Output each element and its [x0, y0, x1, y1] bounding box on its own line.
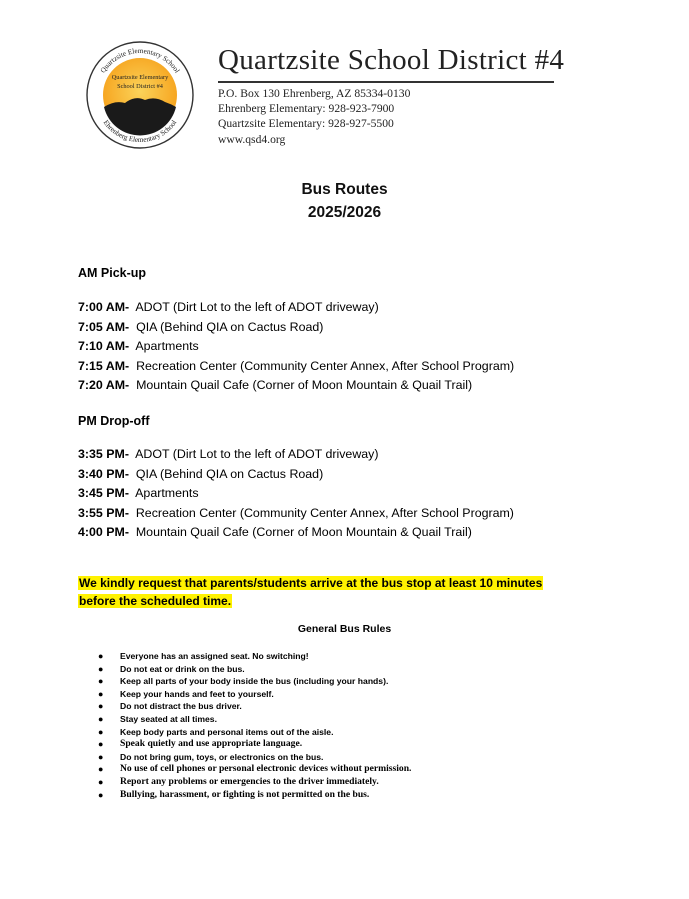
rule-item: ● Speak quietly and use appropriate language.	[98, 738, 303, 750]
bullet-icon: ●	[98, 789, 104, 800]
logo-ring-bottom-text: Ehrenberg Elementary School	[101, 118, 179, 145]
stop-place: QIA (Behind QIA on Cactus Road)	[135, 466, 324, 481]
bullet-icon: ●	[98, 713, 104, 724]
schedule-row	[78, 357, 514, 377]
notice-highlight: We kindly request that parents/students arrive at the bus stop at least 10 minutes before the scheduled time.	[79, 576, 543, 608]
stop-place: Mountain Quail Cafe (Corner of Moon Mountain & Quail Trail)	[135, 525, 472, 539]
bullet-icon: ●	[98, 663, 104, 674]
stop-place: ADOT (Dirt Lot to the left of ADOT driveway)	[135, 447, 379, 461]
schedule-row	[78, 504, 514, 524]
address: P.O. Box 130 Ehrenberg, AZ 85334-0130	[218, 87, 411, 100]
phone-ehrenberg: Ehrenberg Elementary: 928-923-7900	[218, 102, 395, 116]
schedule-row	[78, 337, 514, 357]
bullet-icon: ●	[98, 651, 104, 661]
am-schedule	[78, 298, 514, 396]
page-title: Bus Routes	[301, 181, 388, 198]
bullet-icon: ●	[98, 764, 104, 775]
stop-place: QIA (Behind QIA on Cactus Road)	[136, 319, 324, 334]
stop-place: Mountain Quail Cafe (Corner of Moon Mountain & Quail Trail)	[136, 378, 473, 392]
website-link[interactable]: www.qsd4.org	[218, 132, 286, 146]
school-year: 2025/2026	[307, 204, 382, 221]
contact-block	[218, 86, 410, 147]
rule-item: ● Stay seated at all times.	[98, 713, 217, 724]
rule-item: ● Bullying, harassment, or fighting is not permitted on the bus.	[98, 788, 370, 800]
rule-item: ● Do not distract the bus driver.	[98, 701, 242, 712]
rule-item: ● Do not eat or drink on the bus.	[98, 663, 245, 674]
logo-ring-top-text: Quartzsite Elementary School	[98, 46, 182, 75]
schedule-row	[78, 523, 514, 543]
rule-item: ● Keep your hands and feet to yourself.	[98, 688, 274, 699]
bullet-icon: ●	[98, 688, 104, 699]
stop-time: 7:15 AM-	[78, 358, 130, 373]
stop-place: Recreation Center (Community Center Annex, After School Program)	[136, 358, 515, 373]
bullet-icon: ●	[98, 751, 104, 762]
stop-time: 7:20 AM-	[78, 378, 130, 392]
rule-item: ● Report any problems or emergencies to the driver immediately.	[98, 775, 379, 787]
bullet-icon: ●	[98, 739, 104, 750]
bullet-icon: ●	[98, 676, 104, 687]
bullet-icon: ●	[98, 776, 104, 787]
stop-time: 3:45 PM-	[78, 486, 129, 500]
phone-quartzsite: Quartzsite Elementary: 928-927-5500	[218, 117, 394, 131]
stop-place: ADOT (Dirt Lot to the left of ADOT driveway)	[135, 300, 379, 314]
schedule-row	[78, 484, 514, 504]
stop-time: 7:00 AM-	[78, 300, 130, 314]
district-logo	[85, 40, 195, 150]
stop-time: 7:05 AM-	[78, 319, 130, 334]
arrival-notice	[78, 575, 578, 610]
schedule-row	[78, 445, 514, 465]
bullet-icon: ●	[98, 726, 104, 737]
district-name: Quartzsite School District #4	[218, 44, 565, 76]
stop-time: 3:40 PM-	[78, 466, 129, 481]
header-divider	[218, 81, 554, 83]
rule-item: ● Keep all parts of your body inside the bus (including your hands).	[98, 676, 389, 687]
rule-item: ● Do not bring gum, toys, or electronics on the bus.	[98, 751, 324, 762]
pm-schedule	[78, 445, 514, 543]
stop-time: 4:00 PM-	[78, 525, 129, 539]
bullet-icon: ●	[98, 701, 104, 712]
logo-center-line2: School District #4	[117, 83, 163, 90]
logo-center-line1: Quartzsite Elementary	[111, 74, 169, 81]
stop-place: Recreation Center (Community Center Annex, After School Program)	[135, 505, 514, 520]
rules-title: General Bus Rules	[297, 623, 392, 635]
am-heading: AM Pick-up	[78, 266, 147, 280]
rule-item: ● No use of cell phones or personal electronic devices without permission.	[98, 763, 412, 775]
rule-item: ● Everyone has an assigned seat. No switching!	[98, 651, 309, 661]
schedule-row	[78, 376, 514, 396]
rule-item: ● Keep body parts and personal items out of the aisle.	[98, 726, 334, 737]
schedule-row	[78, 318, 514, 338]
stop-place: Apartments	[135, 486, 199, 500]
schedule-row	[78, 298, 514, 318]
stop-time: 7:10 AM-	[78, 339, 130, 353]
rules-list	[98, 650, 411, 801]
schedule-row	[78, 465, 514, 485]
stop-place: Apartments	[135, 339, 199, 353]
stop-time: 3:55 PM-	[78, 505, 129, 520]
stop-time: 3:35 PM-	[78, 447, 129, 461]
pm-heading: PM Drop-off	[78, 414, 150, 428]
